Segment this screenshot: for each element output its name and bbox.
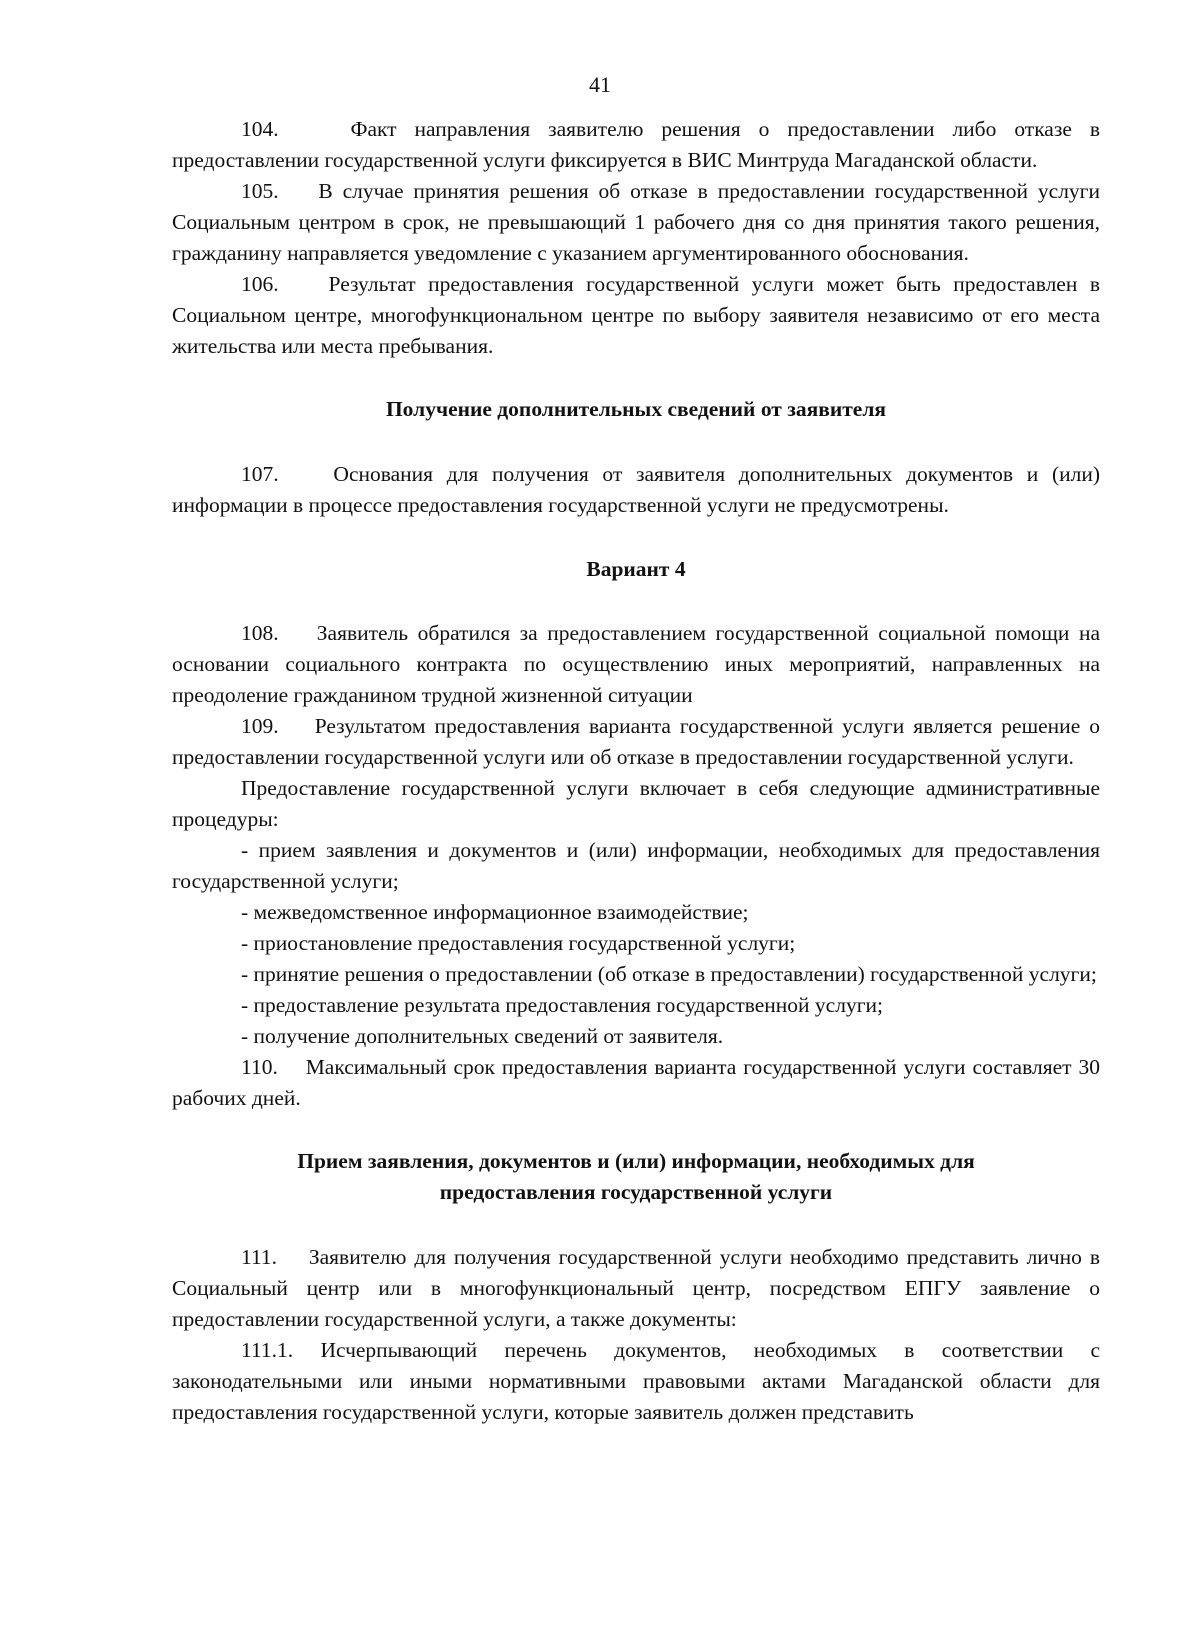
procedure-item: - предоставление результата предоставления государственной услуги; [241, 993, 883, 1017]
paragraph-text: Заявителю для получения государственной услуги необходимо представить лично в Социальный центр или в многофункциональный центр, посредством ЕПГУ заявление о предоставлении государственной услуги, а также документы: [172, 1245, 1100, 1331]
paragraph-111-1 [172, 1335, 1100, 1428]
paragraph-number: 104. [241, 117, 279, 141]
paragraph-number: 107. [241, 462, 279, 486]
paragraph-110 [172, 1052, 1100, 1114]
section-heading-variant-4: Вариант 4 [586, 557, 686, 581]
paragraph-text: Основания для получения от заявителя дополнительных документов и (или) информации в процессе предоставления государственной услуги не предусмотрены. [172, 462, 1101, 517]
paragraph-number: 110. [241, 1055, 278, 1079]
paragraph-text: Результат предоставления государственной услуги может быть предоставлен в Социальном центре, многофункциональном центре по выбору заявителя независимо от его места жительства или места пребывания. [172, 272, 1100, 358]
paragraph-109 [172, 711, 1100, 773]
paragraph-107 [172, 459, 1100, 521]
paragraph-text: Исчерпывающий перечень документов, необходимых в соответствии с законодательными или иными нормативными правовыми актами Магаданской области для предоставления государственной услуги, которые заявитель должен представить [172, 1338, 1101, 1424]
heading-line: Прием заявления, документов и (или) информации, необходимых для [297, 1149, 975, 1173]
paragraph-number: 106. [241, 272, 279, 296]
paragraph-text: Заявитель обратился за предоставлением государственной социальной помощи на основании социального контракта по осуществлению иных мероприятий, направленных на преодоление гражданином трудной жизненной ситуации [172, 621, 1101, 707]
paragraph-text: В случае принятия решения об отказе в предоставлении государственной услуги Социальным центром в срок, не превышающий 1 рабочего дня со дня принятия такого решения, гражданину направляется уведомление с указанием аргументированного обоснования. [172, 179, 1101, 265]
paragraph-108 [172, 618, 1100, 711]
paragraph-number: 108. [241, 621, 279, 645]
paragraph-number: 105. [241, 179, 279, 203]
paragraph-105 [172, 176, 1100, 269]
paragraph-104 [172, 114, 1100, 176]
section-heading-application-intake [172, 1146, 1100, 1208]
page-number: 41 [589, 72, 611, 97]
section-heading-additional-info: Получение дополнительных сведений от заявителя [385, 397, 887, 421]
procedure-item: - прием заявления и документов и (или) информации, необходимых для предоставления государственной услуги; [172, 838, 1100, 893]
paragraph-number: 111. [241, 1245, 278, 1269]
procedure-item: - получение дополнительных сведений от заявителя. [241, 1024, 724, 1048]
paragraph-text: Максимальный срок предоставления варианта государственной услуги составляет 30 рабочих дней. [172, 1055, 1100, 1110]
document-body [172, 114, 1100, 1428]
procedures-intro: Предоставление государственной услуги включает в себя следующие административные процедуры: [172, 776, 1100, 831]
heading-line: предоставления государственной услуги [439, 1180, 833, 1204]
paragraph-111 [172, 1242, 1100, 1335]
paragraph-text: Результатом предоставления варианта государственной услуги является решение о предоставлении государственной услуги или об отказе в предоставлении государственной услуги. [172, 714, 1101, 769]
procedure-item: - межведомственное информационное взаимодействие; [241, 900, 749, 924]
paragraph-number: 111.1. [241, 1338, 294, 1362]
paragraph-number: 109. [241, 714, 279, 738]
paragraph-106 [172, 269, 1100, 362]
procedure-item: - приостановление предоставления государственной услуги; [241, 931, 796, 955]
paragraph-text: Факт направления заявителю решения о предоставлении либо отказе в предоставлении государственной услуги фиксируется в ВИС Минтруда Магаданской области. [172, 117, 1101, 172]
procedure-item: - принятие решения о предоставлении (об отказе в предоставлении) государственной услуги; [241, 962, 1097, 986]
